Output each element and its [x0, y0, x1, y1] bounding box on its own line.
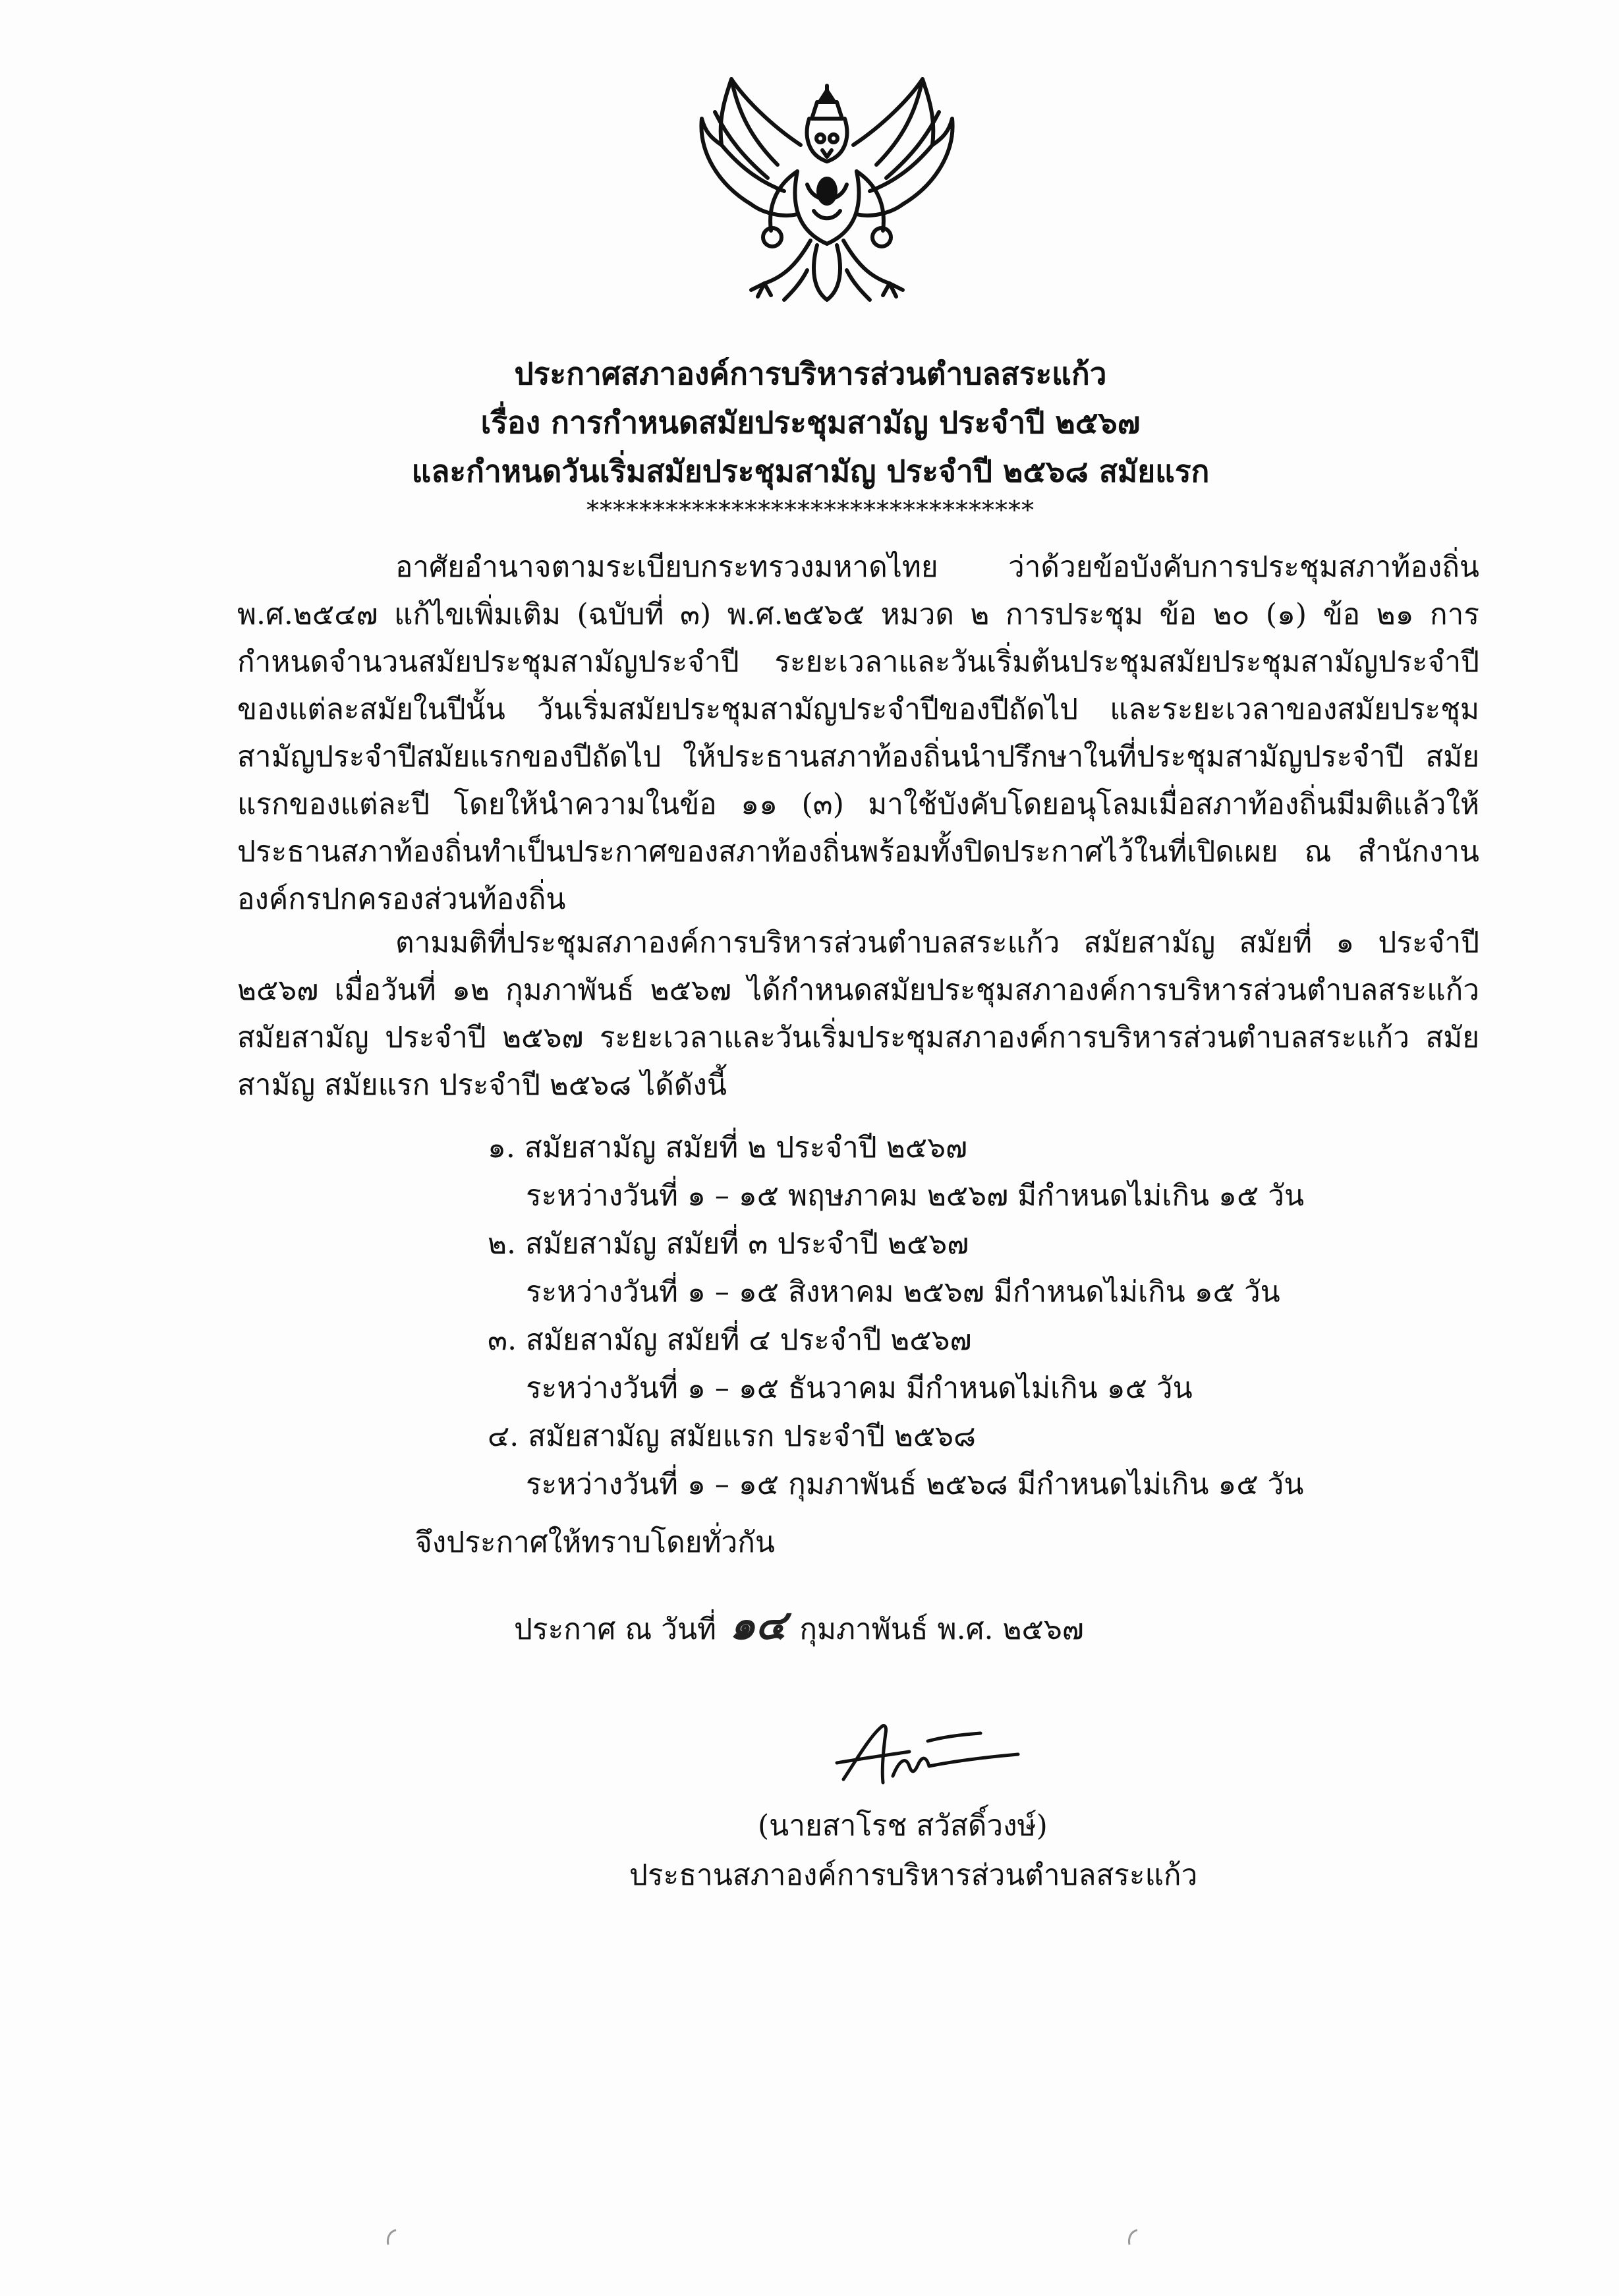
session-period: ระหว่างวันที่ ๑ – ๑๕ กุมภาพันธ์ ๒๕๖๘ มีกำหนดไม่เกิน ๑๕ วัน	[526, 1468, 1304, 1501]
paragraph-authority-text: อาศัยอำนาจตามระเบียบกระทรวงมหาดไทย ว่าด้วยข้อบังคับการประชุมสภาท้องถิ่น พ.ศ.๒๕๔๗ แก้ไขเพิ่มเติม (ฉบับที่ ๓) พ.ศ.๒๕๖๕ หมวด ๒ การประชุม ข้อ ๒๐ (๑) ข้อ ๒๑ การกำหนดจำนวนสมัยประชุมสามัญประจำปี ระยะเวลาและวันเริ่มต้นประชุมสมัยประชุมสามัญประจำปีของแต่ละสมัยในปีนั้น วันเริ่มสมัยประชุมสามัญประจำปีของปีถัดไป และระยะเวลาของสมัยประชุมสามัญประจำปีสมัยแรกของปีถัดไป ให้ประธานสภาท้องถิ่นนำปรึกษาในที่ประชุมสามัญประจำปี สมัยแรกของแต่ละปี โดยให้นำความในข้อ ๑๑ (๓) มาใช้บังคับโดยอนุโลมเมื่อสภาท้องถิ่นมีมติแล้วให้ประธานสภาท้องถิ่นทำเป็นประกาศของสภาท้องถิ่นพร้อมทั้งปิดประกาศไว้ในที่เปิดเผย ณ สำนักงานองค์กรปกครองส่วนท้องถิ่น	[237, 550, 1479, 916]
signer-title: ประธานสภาองค์การบริหารส่วนตำบลสระแก้ว	[629, 1858, 1198, 1892]
signer-name: (นายสาโรช สวัสดิ์วงษ์)	[758, 1809, 1048, 1843]
session-title: ๓. สมัยสามัญ สมัยที่ ๔ ประจำปี ๒๕๖๗	[488, 1323, 972, 1357]
session-period: ระหว่างวันที่ ๑ – ๑๕ ธันวาคม มีกำหนดไม่เกิน ๑๕ วัน	[526, 1371, 1193, 1405]
title-line-3: และกำหนดวันเริ่มสมัยประชุมสามัญ ประจำปี ๒๕๖๘ สมัยแรก	[411, 453, 1210, 489]
closing-statement: จึงประกาศให้ทราบโดยทั่วกัน	[415, 1526, 775, 1559]
session-title: ๒. สมัยสามัญ สมัยที่ ๓ ประจำปี ๒๕๖๗	[488, 1227, 969, 1261]
paragraph-resolution	[237, 919, 1479, 1109]
signature-mark	[830, 1700, 1028, 1799]
paragraph-authority	[237, 544, 1479, 923]
announcement-date	[514, 1601, 1084, 1653]
title-line-1: ประกาศสภาองค์การบริหารส่วนตำบลสระแก้ว	[514, 356, 1107, 391]
date-suffix: กุมภาพันธ์ พ.ศ. ๒๕๖๗	[799, 1613, 1084, 1646]
session-title: ๔. สมัยสามัญ สมัยแรก ประจำปี ๒๕๖๘	[488, 1420, 976, 1453]
title-divider: **********************************	[586, 496, 1035, 525]
punch-hole-mark-icon	[1127, 2227, 1141, 2247]
session-title: ๑. สมัยสามัญ สมัยที่ ๒ ประจำปี ๒๕๖๗	[488, 1131, 968, 1164]
garuda-emblem-icon	[692, 72, 962, 323]
paragraph-resolution-text: ตามมติที่ประชุมสภาองค์การบริหารส่วนตำบลสระแก้ว สมัยสามัญ สมัยที่ ๑ ประจำปี ๒๕๖๗ เมื่อวันที่ ๑๒ กุมภาพันธ์ ๒๕๖๗ ได้กำหนดสมัยประชุมสภาองค์การบริหารส่วนตำบลสระแก้ว สมัยสามัญ ประจำปี ๒๕๖๗ ระยะเวลาและวันเริ่มประชุมสภาองค์การบริหารส่วนตำบลสระแก้ว สมัยสามัญ สมัยแรก ประจำปี ๒๕๖๘ ได้ดังนี้	[237, 926, 1479, 1102]
session-list	[488, 1124, 1476, 1508]
date-prefix: ประกาศ ณ วันที่	[514, 1613, 717, 1646]
session-period: ระหว่างวันที่ ๑ – ๑๕ พฤษภาคม ๒๕๖๗ มีกำหนดไม่เกิน ๑๕ วัน	[526, 1179, 1305, 1213]
date-day-handwritten: ๑๔	[729, 1601, 787, 1649]
punch-hole-mark-icon	[385, 2227, 400, 2247]
announcement-title	[264, 349, 1357, 523]
title-line-2: เรื่อง การกำหนดสมัยประชุมสามัญ ประจำปี ๒๕๖๗	[480, 405, 1141, 440]
session-period: ระหว่างวันที่ ๑ – ๑๕ สิงหาคม ๒๕๖๗ มีกำหนดไม่เกิน ๑๕ วัน	[526, 1275, 1280, 1309]
